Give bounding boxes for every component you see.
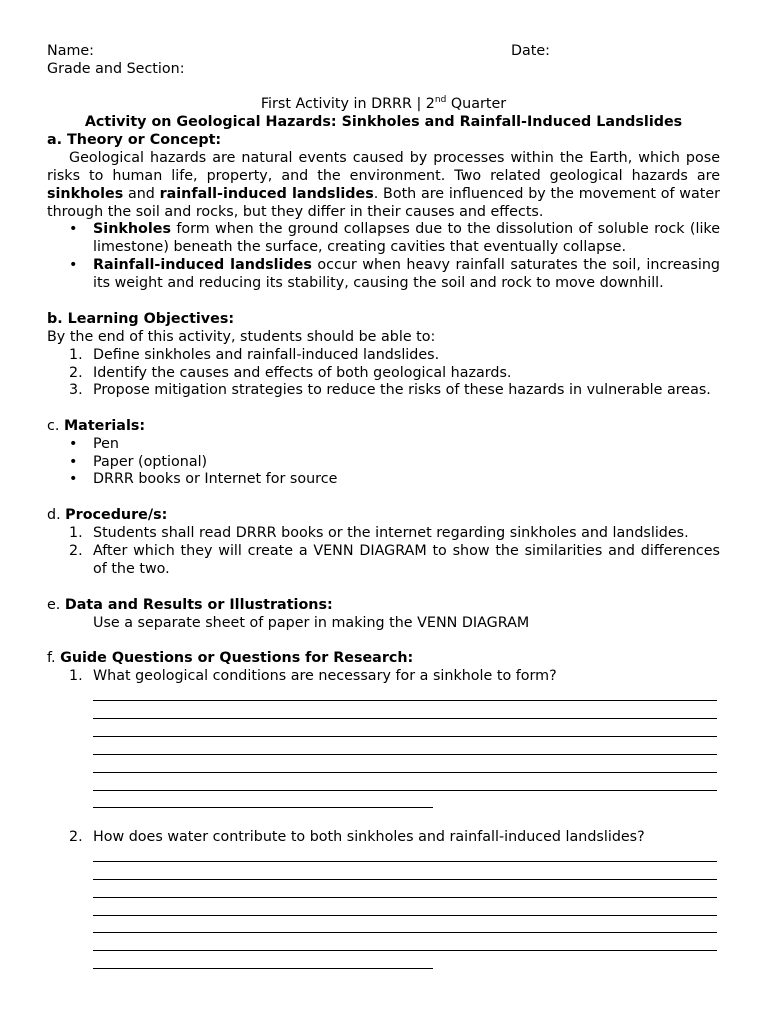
answer-line[interactable] — [93, 932, 717, 933]
item-number: 2. — [69, 365, 83, 381]
section-c-heading — [47, 418, 145, 436]
theory-bullet-landslides — [69, 257, 720, 293]
answer-line[interactable] — [93, 861, 717, 862]
item-number: 1. — [69, 668, 83, 684]
bullet-marker: • — [69, 221, 78, 237]
section-a-heading-text: a. Theory or Concept: — [47, 132, 222, 148]
section-e-heading — [47, 597, 333, 615]
section-e-heading-text: Data and Results or Illustrations: — [64, 597, 333, 613]
material-text: Paper (optional) — [93, 454, 208, 470]
theory-bullet-sinkholes — [69, 221, 720, 257]
answer-line[interactable] — [93, 897, 717, 898]
activity-subtitle — [47, 114, 720, 132]
bullet-marker: • — [69, 454, 78, 470]
section-d-heading-text: Procedure/s: — [65, 507, 168, 523]
procedure-item — [69, 543, 720, 579]
question-text: How does water contribute to both sinkholes and rainfall-induced landslides? — [93, 829, 645, 845]
section-e-prefix: e. — [47, 597, 65, 613]
activity-title — [47, 96, 720, 114]
answer-line[interactable] — [93, 754, 717, 755]
material-text: DRRR books or Internet for source — [93, 471, 338, 487]
bullet-marker: • — [69, 257, 78, 273]
objective-item — [69, 365, 720, 383]
answer-line[interactable] — [93, 968, 433, 969]
procedure-item — [69, 525, 720, 543]
material-item — [69, 436, 720, 454]
item-number: 2. — [69, 829, 83, 845]
answer-line[interactable] — [93, 950, 717, 951]
theory-line-2: risks to human life, property, and the environment. Two related geological hazards are — [47, 168, 720, 184]
section-d-heading — [47, 507, 167, 525]
question-item — [69, 829, 720, 847]
material-item — [69, 471, 720, 489]
bullet-text: occur when heavy rainfall saturates the soil, increasing its weight and reducing its stability, causing the soil and rock to move downhill. — [93, 257, 720, 291]
theory-line-1: Geological hazards are natural events caused by processes within the Earth, which pose — [69, 150, 720, 166]
answer-line[interactable] — [93, 718, 717, 719]
section-b-heading — [47, 311, 234, 329]
item-number: 3. — [69, 382, 83, 398]
answer-line[interactable] — [93, 790, 717, 791]
title-quarter: Quarter — [446, 96, 507, 112]
answer-line[interactable] — [93, 772, 717, 773]
bullet-term: Rainfall-induced landslides — [93, 257, 312, 273]
bullet-marker: • — [69, 471, 78, 487]
answer-line[interactable] — [93, 700, 717, 701]
section-c-prefix: c. — [47, 418, 64, 434]
bullet-term: Sinkholes — [93, 221, 171, 237]
objectives-intro: By the end of this activity, students should be able to: — [47, 329, 436, 345]
material-text: Pen — [93, 436, 119, 452]
objective-item — [69, 347, 720, 365]
theory-and: and — [123, 186, 160, 202]
question-item — [69, 668, 720, 686]
bullet-text: form when the ground collapses due to the dissolution of soluble rock (like limestone) beneath the surface, creating cavities that eventually collapse. — [93, 221, 720, 255]
item-number: 2. — [69, 543, 83, 559]
bullet-marker: • — [69, 436, 78, 452]
item-text: Propose mitigation strategies to reduce the risks of these hazards in vulnerable areas. — [93, 382, 711, 398]
answer-line[interactable] — [93, 879, 717, 880]
section-f-heading-text: Guide Questions or Questions for Research: — [60, 650, 414, 666]
grade-section-label: Grade and Section: — [47, 61, 185, 77]
question-text: What geological conditions are necessary for a sinkhole to form? — [93, 668, 557, 684]
item-number: 1. — [69, 525, 83, 541]
title-main: First Activity in DRRR | 2 — [260, 96, 435, 112]
item-number: 1. — [69, 347, 83, 363]
section-f-prefix: f. — [47, 650, 61, 666]
item-text: After which they will create a VENN DIAGRAM to show the similarities and differences of the two. — [93, 543, 720, 577]
item-text: Identify the causes and effects of both geological hazards. — [93, 365, 512, 381]
name-label: Name: — [47, 43, 94, 59]
material-item — [69, 454, 720, 472]
section-b-heading-text: b. Learning Objectives: — [47, 311, 235, 327]
item-text: Students shall read DRRR books or the internet regarding sinkholes and landslides. — [93, 525, 689, 541]
section-f-heading — [47, 650, 413, 668]
term-landslides: rainfall-induced landslides — [159, 186, 374, 202]
results-instruction: Use a separate sheet of paper in making the VENN DIAGRAM — [93, 615, 530, 631]
answer-line[interactable] — [93, 915, 717, 916]
section-d-prefix: d. — [47, 507, 66, 523]
title-superscript: nd — [434, 95, 447, 106]
section-a-heading — [47, 132, 221, 150]
section-c-heading-text: Materials: — [63, 418, 146, 434]
answer-line[interactable] — [93, 736, 717, 737]
date-label: Date: — [511, 43, 550, 59]
subtitle-text: Activity on Geological Hazards: Sinkholes and Rainfall-Induced Landslides — [84, 114, 683, 130]
objective-item — [69, 382, 720, 400]
term-sinkholes: sinkholes — [47, 186, 124, 202]
answer-line[interactable] — [93, 807, 433, 808]
theory-line-3-rest: . Both are influenced by the movement of water — [373, 186, 720, 202]
theory-line-4: through the soil and rocks, but they differ in their causes and effects. — [47, 204, 544, 220]
theory-line-3 — [47, 186, 720, 204]
item-text: Define sinkholes and rainfall-induced landslides. — [93, 347, 440, 363]
